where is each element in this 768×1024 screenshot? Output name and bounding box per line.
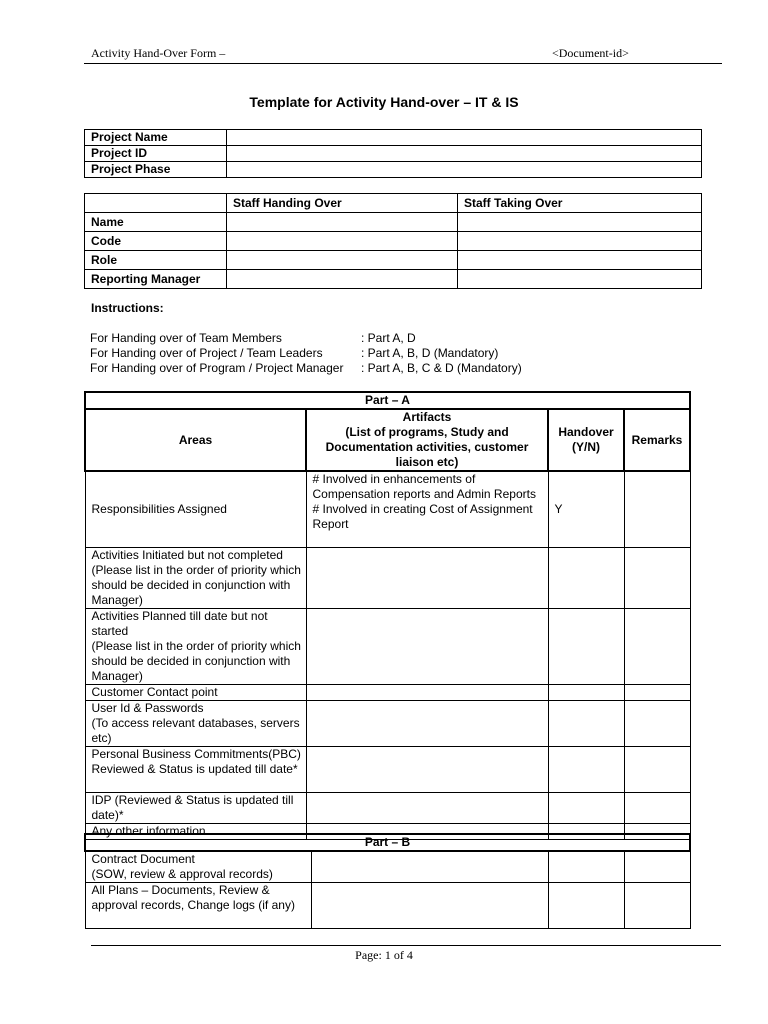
table-row: [85, 146, 702, 162]
handover-cell[interactable]: [548, 608, 624, 684]
table-row: [85, 746, 690, 792]
artifacts-cell[interactable]: [306, 547, 548, 608]
remarks-cell[interactable]: [624, 851, 690, 883]
page-title: Template for Activity Hand-over – IT & IS: [249, 94, 519, 110]
staff-role-label: Role: [85, 251, 227, 270]
area-cell: Customer Contact point: [85, 684, 306, 700]
table-row: [85, 270, 702, 289]
project-phase-label: Project Phase: [85, 162, 227, 178]
part-b-title: Part – B: [85, 834, 690, 851]
footer-divider: [91, 945, 721, 946]
instructions-title: Instructions:: [91, 301, 164, 315]
area-cell: Activities Planned till date but not started (Please list in the order of priority which should be decided in conjunction with Manager): [85, 608, 306, 684]
area-cell: IDP (Reviewed & Status is updated till date)*: [85, 792, 306, 823]
instruction-value: : Part A, D: [361, 331, 416, 345]
project-info-table: [84, 129, 702, 178]
header-divider: [84, 63, 722, 64]
instruction-label: For Handing over of Team Members: [90, 331, 282, 345]
staff-table: [84, 193, 702, 289]
handover-cell[interactable]: [548, 746, 624, 792]
handover-cell[interactable]: [548, 851, 624, 883]
staff-corner-cell: [85, 194, 227, 213]
staff-handing-code-field[interactable]: [227, 232, 458, 251]
project-name-label: Project Name: [85, 130, 227, 146]
staff-code-label: Code: [85, 232, 227, 251]
table-row: [85, 608, 690, 684]
areas-header: Areas: [85, 409, 306, 471]
table-row: [85, 547, 690, 608]
table-row: [85, 471, 690, 547]
handover-header: Handover (Y/N): [548, 409, 624, 471]
remarks-cell[interactable]: [624, 700, 690, 746]
remarks-cell[interactable]: [624, 883, 690, 929]
staff-handing-role-field[interactable]: [227, 251, 458, 270]
handover-cell[interactable]: Y: [548, 471, 624, 547]
project-id-label: Project ID: [85, 146, 227, 162]
part-b-title-row: [85, 834, 690, 851]
remarks-cell[interactable]: [624, 746, 690, 792]
staff-handing-over-header: Staff Handing Over: [227, 194, 458, 213]
artifacts-cell[interactable]: # Involved in enhancements of Compensation reports and Admin Reports # Involved in creating Cost of Assignment Report: [306, 471, 548, 547]
table-row: [85, 251, 702, 270]
area-cell: User Id & Passwords (To access relevant databases, servers etc): [85, 700, 306, 746]
staff-taking-manager-field[interactable]: [458, 270, 702, 289]
project-phase-field[interactable]: [227, 162, 702, 178]
staff-taking-over-header: Staff Taking Over: [458, 194, 702, 213]
instruction-value: : Part A, B, C & D (Mandatory): [361, 361, 522, 375]
staff-handing-manager-field[interactable]: [227, 270, 458, 289]
part-a-table: [84, 391, 691, 840]
project-id-field[interactable]: [227, 146, 702, 162]
handover-cell[interactable]: [548, 792, 624, 823]
instruction-label: For Handing over of Program / Project Manager: [90, 361, 344, 375]
artifacts-cell[interactable]: [306, 700, 548, 746]
staff-taking-code-field[interactable]: [458, 232, 702, 251]
remarks-header: Remarks: [624, 409, 690, 471]
table-row: [85, 162, 702, 178]
part-a-title-row: [85, 392, 690, 409]
staff-manager-label: Reporting Manager: [85, 270, 227, 289]
area-cell: Contract Document (SOW, review & approval records): [85, 851, 311, 883]
project-name-field[interactable]: [227, 130, 702, 146]
staff-name-label: Name: [85, 213, 227, 232]
table-row: [85, 851, 690, 883]
instruction-value: : Part A, B, D (Mandatory): [361, 346, 499, 360]
area-cell: Any other information: [85, 823, 306, 839]
area-cell: All Plans – Documents, Review & approval records, Change logs (if any): [85, 883, 311, 929]
artifacts-cell[interactable]: [306, 746, 548, 792]
handover-cell[interactable]: [548, 700, 624, 746]
handover-cell[interactable]: [548, 547, 624, 608]
table-row: [85, 130, 702, 146]
area-cell: Activities Initiated but not completed (Please list in the order of priority which should be decided in conjunction with Manager): [85, 547, 306, 608]
handover-cell[interactable]: [548, 883, 624, 929]
remarks-cell[interactable]: [624, 471, 690, 547]
table-row: [85, 883, 690, 929]
header-form-title: Activity Hand-Over Form –: [91, 46, 226, 60]
page-number: Page: 1 of 4: [355, 948, 413, 962]
table-row: [85, 792, 690, 823]
artifacts-header: Artifacts (List of programs, Study and Documentation activities, customer liaison etc): [306, 409, 548, 471]
artifacts-cell[interactable]: [311, 851, 548, 883]
table-row: [85, 232, 702, 251]
artifacts-cell[interactable]: [306, 684, 548, 700]
artifacts-cell[interactable]: [306, 608, 548, 684]
area-cell: Responsibilities Assigned: [85, 471, 306, 547]
artifacts-cell[interactable]: [311, 883, 548, 929]
area-cell: Personal Business Commitments(PBC) Reviewed & Status is updated till date*: [85, 746, 306, 792]
handover-cell[interactable]: [548, 684, 624, 700]
instruction-label: For Handing over of Project / Team Leaders: [90, 346, 323, 360]
table-row: [85, 213, 702, 232]
remarks-cell[interactable]: [624, 547, 690, 608]
part-b-table: [84, 833, 691, 929]
artifacts-cell[interactable]: [306, 792, 548, 823]
staff-handing-name-field[interactable]: [227, 213, 458, 232]
table-row: [85, 684, 690, 700]
remarks-cell[interactable]: [624, 792, 690, 823]
part-a-header-row: [85, 409, 690, 471]
table-header-row: [85, 194, 702, 213]
remarks-cell[interactable]: [624, 684, 690, 700]
remarks-cell[interactable]: [624, 608, 690, 684]
staff-taking-role-field[interactable]: [458, 251, 702, 270]
staff-taking-name-field[interactable]: [458, 213, 702, 232]
part-a-title: Part – A: [85, 392, 690, 409]
table-row: [85, 700, 690, 746]
header-document-id: <Document-id>: [552, 46, 629, 60]
